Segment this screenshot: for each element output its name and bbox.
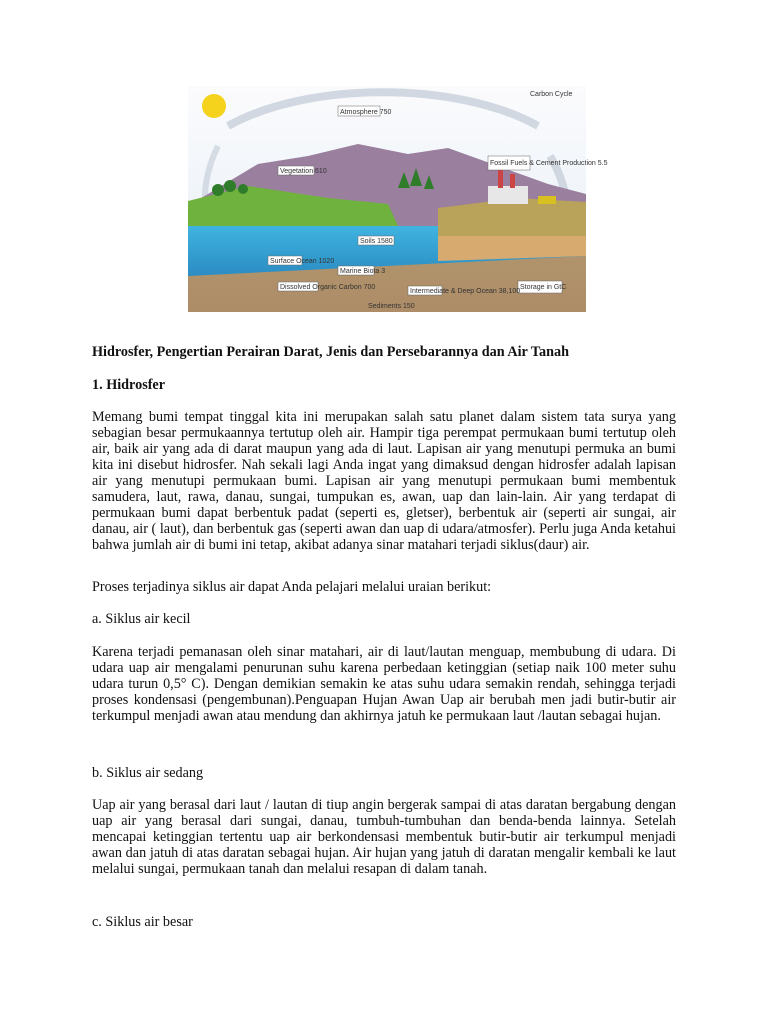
diagram-label-surface-ocean: Surface Ocean 1020 [270,258,335,265]
sun-icon [202,94,226,118]
diagram-label-soils: Soils 1580 [360,238,393,245]
paragraph-siklus-kecil: Karena terjadi pemanasan oleh sinar matahari, air di laut/lautan menguap, membubung di udara. Di udara uap air mengalami penurunan suhu karena perbedaan ketinggian (setiap naik 100 meter suhu udara turun 0,5° C). Dengan demikian semakin ke atas suhu udara semakin rendah, sehingga terjadi proses kondensasi (pengembunan).Penguapan Hujan Awan Uap air berubah men jadi butir-butir air terkumpul menjadi awan atau mendung dan akhirnya jatuh ke permukaan laut /lautan sebagai hujan. [92,644,676,724]
carbon-cycle-diagram [188,86,608,312]
document-title: Hidrosfer, Pengertian Perairan Darat, Jenis dan Persebarannya dan Air Tanah [92,344,570,360]
diagram-label-storage-units: Storage in GtC [520,284,567,291]
subheading-siklus-besar: c. Siklus air besar [92,914,193,930]
section-heading-hidrosfer: 1. Hidrosfer [92,377,166,393]
diagram-label-dissolved-carbon: Dissolved Organic Carbon 700 [280,284,376,291]
paragraph-proses-siklus: Proses terjadinya siklus air dapat Anda pelajari melalui uraian berikut: [92,579,492,595]
paragraph-hidrosfer: Memang bumi tempat tinggal kita ini merupakan salah satu planet dalam sistem tata surya yang sebagian besar permukaannya tertutup oleh air. Hampir tiga perempat permukaan bumi tertutup oleh air, baik air yang ada di darat maupun yang ada di laut. Lapisan air yang menutupi permuka an bumi kita ini disebut hidrosfer. Nah sekali lagi Anda ingat yang dimaksud dengan hidrosfer adalah lapisan air yang menutupi permukaan bumi. Lapisan air yang menutupi permukaan bumi membentuk samudera, laut, rawa, danau, sungai, tumpukan es, awan, uap dan lain-lain. Air yang terdapat di permukaan bumi dapat berbentuk padat (seperti es, gletser), berbentuk air (seperti air sungai, air danau, air ( laut), dan berbentuk gas (seperti awan dan uap di udara/atmosfer). Perlu juga Anda ketahui bahwa jumlah air di bumi ini tetap, akibat adanya sinar matahari terjadi siklus(daur) air. [92,409,676,553]
diagram-label-sediments: Sediments 150 [368,303,415,310]
diagram-title: Carbon Cycle [530,91,573,98]
paragraph-siklus-sedang: Uap air yang berasal dari laut / lautan di tiup angin bergerak sampai di atas daratan bergabung dengan uap air yang berasal dari sungai, danau, tumbuh-tumbuhan dan benda-benda lainnya. Setelah mencapai ketinggian tertentu uap air berkondensasi membentuk butir-butir air terkumpul menjadi awan dan jatuh di atas daratan sebagai hujan. Air hujan yang jatuh di daratan mengalir kembali ke laut melalui sungai, permukaan tanah dan melalui resapan di dalam tanah. [92,797,676,877]
subheading-siklus-kecil: a. Siklus air kecil [92,611,191,627]
subheading-siklus-sedang: b. Siklus air sedang [92,765,204,781]
diagram-label-atmosphere: Atmosphere 750 [340,109,392,116]
carbon-cycle-illustration [188,86,608,312]
diagram-label-deep-ocean: Intermediate & Deep Ocean 38,100 [410,288,521,295]
diagram-label-marine-biota: Marine Biota 3 [340,268,386,275]
diagram-label-vegetation: Vegetation 610 [280,168,327,175]
diagram-label-fossil-fuels: Fossil Fuels & Cement Production 5.5 [490,160,608,167]
